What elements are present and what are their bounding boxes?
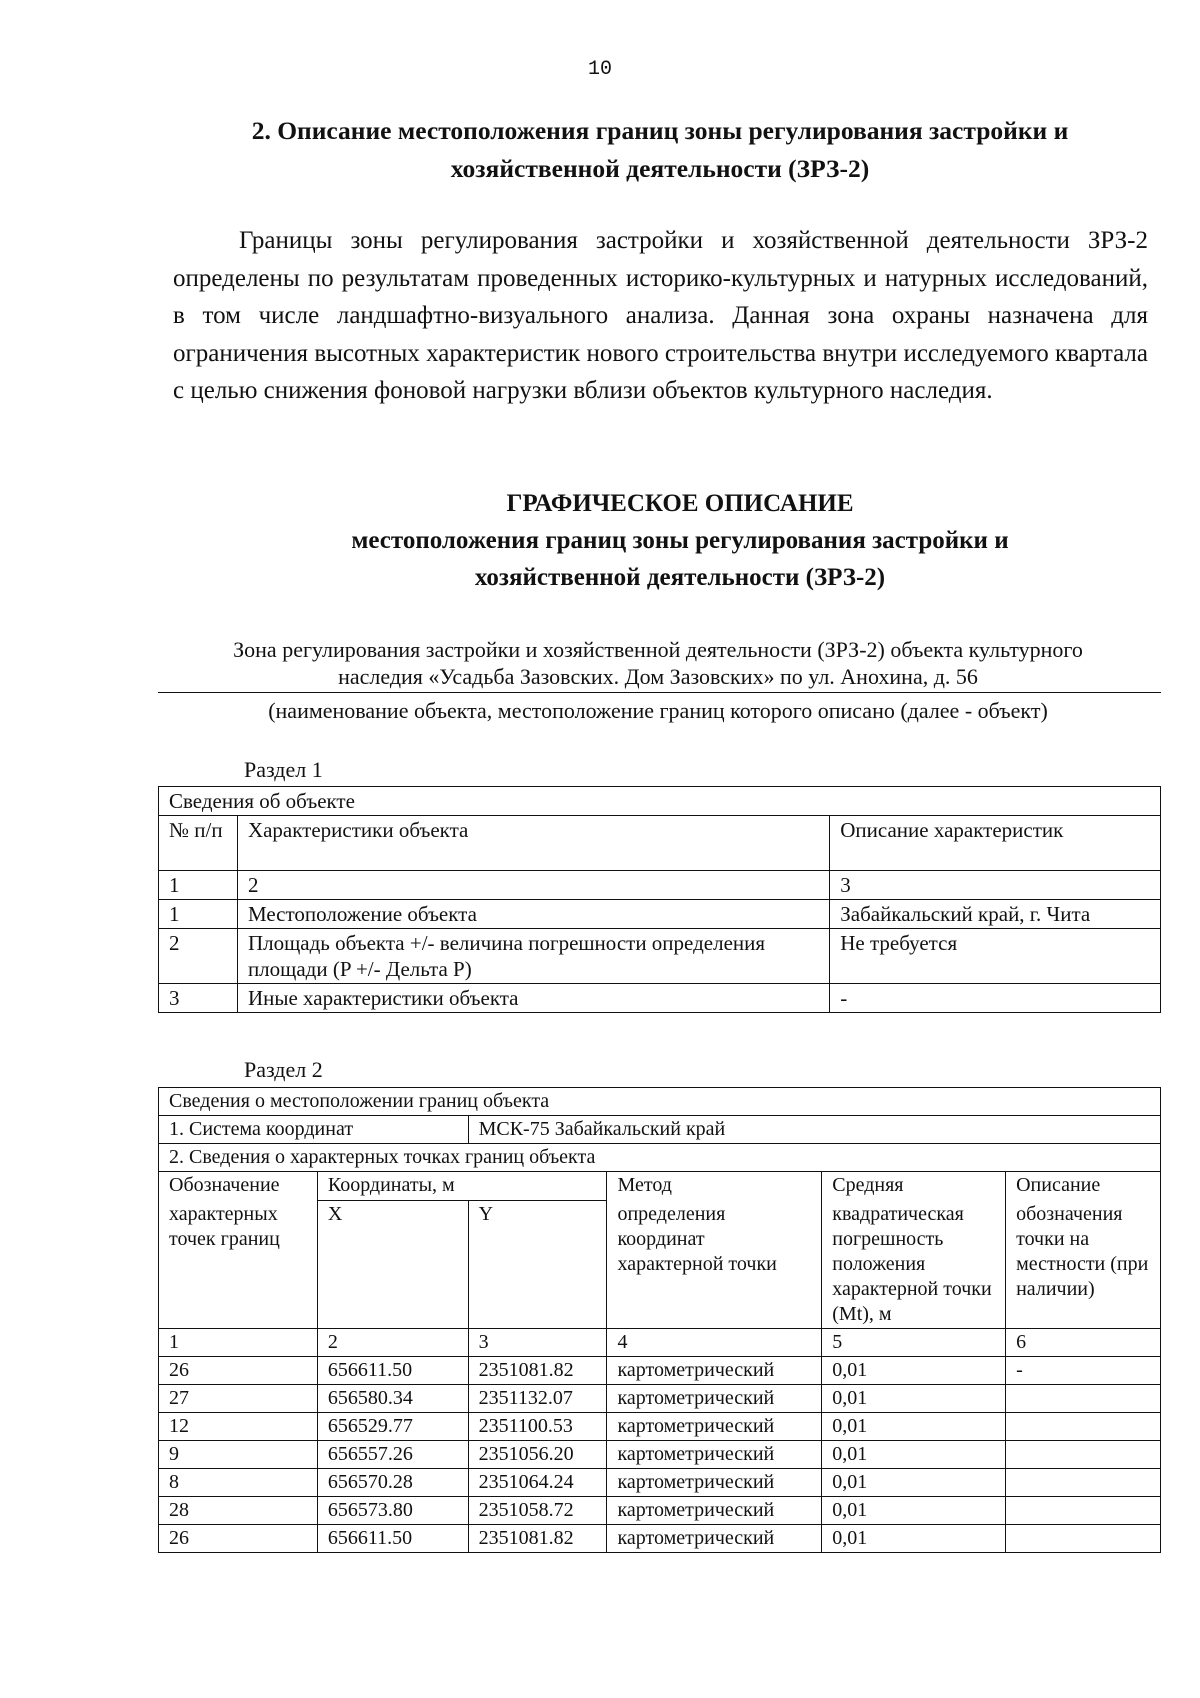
table2-colnum: 4: [607, 1329, 822, 1357]
point-cell: [1006, 1525, 1161, 1553]
table2-title-row: [159, 1088, 1161, 1116]
graphic-heading: [160, 485, 1200, 596]
header-method: [607, 1172, 822, 1329]
header-desc-2: обозначения точки на местности (при наличии): [1016, 1203, 1149, 1300]
header-coords: Координаты, м: [317, 1172, 607, 1201]
point-cell: -: [1006, 1357, 1161, 1385]
table1-colnum: 2: [237, 871, 829, 900]
table-row: [159, 984, 1161, 1013]
point-cell: [1006, 1385, 1161, 1413]
point-cell: 0,01: [822, 1413, 1006, 1441]
point-cell: 8: [159, 1469, 318, 1497]
table1-colnum: 1: [159, 871, 238, 900]
point-cell: 656557.26: [317, 1441, 468, 1469]
table1-cell: 1: [159, 900, 238, 929]
point-cell: 656529.77: [317, 1413, 468, 1441]
point-cell: 12: [159, 1413, 318, 1441]
table1-header-row: [159, 816, 1161, 871]
table2-colnum-row: [159, 1329, 1161, 1357]
page-number: 10: [587, 58, 612, 81]
point-cell: 2351132.07: [468, 1385, 607, 1413]
point-cell: 9: [159, 1441, 318, 1469]
header-x: X: [317, 1201, 468, 1329]
table2-header-row: [159, 1172, 1161, 1201]
header-y: Y: [468, 1201, 607, 1329]
table1-colnum: 3: [830, 871, 1161, 900]
point-cell: 2351064.24: [468, 1469, 607, 1497]
point-cell: 0,01: [822, 1357, 1006, 1385]
point-cell: [1006, 1497, 1161, 1525]
point-cell: 656611.50: [317, 1357, 468, 1385]
table-row: [159, 1385, 1161, 1413]
object-info-table: [158, 786, 1161, 1013]
graphic-heading-line2: местоположения границ зоны регулирования застройки и: [351, 527, 1009, 554]
point-cell: [1006, 1413, 1161, 1441]
coord-system-row: [159, 1116, 1161, 1144]
boundary-points-table: [158, 1087, 1161, 1553]
point-cell: 2351081.82: [468, 1525, 607, 1553]
object-name: [158, 636, 1158, 690]
point-cell: 656570.28: [317, 1469, 468, 1497]
table1-header-description: Описание характеристик: [830, 816, 1161, 871]
header-desc-1: Описание: [1016, 1174, 1101, 1196]
point-cell: 26: [159, 1525, 318, 1553]
table1-cell: Иные характеристики объекта: [237, 984, 829, 1013]
table2-colnum: 5: [822, 1329, 1006, 1357]
intro-paragraph: [173, 222, 1148, 410]
table2-colnum: 1: [159, 1329, 318, 1357]
section-heading-line2: хозяйственной деятельности (ЗРЗ-2): [450, 154, 870, 183]
point-cell: [1006, 1441, 1161, 1469]
table1-title-row: [159, 787, 1161, 816]
point-cell: картометрический: [607, 1385, 822, 1413]
point-cell: 656611.50: [317, 1525, 468, 1553]
point-cell: картометрический: [607, 1357, 822, 1385]
point-cell: картометрический: [607, 1469, 822, 1497]
table1-cell: Не требуется: [830, 929, 1161, 984]
point-cell: 2351058.72: [468, 1497, 607, 1525]
header-error-1: Средняя: [832, 1174, 904, 1196]
table-row: [159, 1497, 1161, 1525]
point-cell: 2351056.20: [468, 1441, 607, 1469]
table1-cell: -: [830, 984, 1161, 1013]
table-row: [159, 1469, 1161, 1497]
header-method-2: определения координат характерной точки: [617, 1203, 777, 1275]
point-cell: 0,01: [822, 1441, 1006, 1469]
table2-colnum: 2: [317, 1329, 468, 1357]
table1-header-number: № п/п: [159, 816, 238, 871]
point-cell: 0,01: [822, 1469, 1006, 1497]
graphic-heading-line1: ГРАФИЧЕСКОЕ ОПИСАНИЕ: [506, 490, 854, 517]
table-row: [159, 1413, 1161, 1441]
point-cell: [1006, 1469, 1161, 1497]
point-cell: картометрический: [607, 1413, 822, 1441]
header-description: [1006, 1172, 1161, 1329]
table1-header-characteristic: Характеристики объекта: [237, 816, 829, 871]
graphic-heading-line3: хозяйственной деятельности (ЗРЗ-2): [474, 564, 886, 591]
object-caption: (наименование объекта, местоположение границ которого описано (далее - объект): [268, 698, 1048, 723]
table-row: [159, 1357, 1161, 1385]
table-row: [159, 929, 1161, 984]
object-underline: [158, 692, 1161, 693]
section1-label: Раздел 1: [244, 757, 323, 782]
header-designation-2: характерных точек границ: [169, 1203, 280, 1250]
table1-colnum-row: [159, 871, 1161, 900]
table2-colnum: 3: [468, 1329, 607, 1357]
points-title: 2. Сведения о характерных точках границ объекта: [159, 1144, 1161, 1172]
coord-system-value: МСК-75 Забайкальский край: [468, 1116, 1160, 1144]
table1-title: Сведения об объекте: [159, 787, 1161, 816]
table2-title: Сведения о местоположении границ объекта: [159, 1088, 1161, 1116]
coord-system-label: 1. Система координат: [159, 1116, 469, 1144]
point-cell: 27: [159, 1385, 318, 1413]
table1-cell: Площадь объекта +/- величина погрешности определения площади (P +/- Дельта P): [237, 929, 829, 984]
object-name-line2: наследия «Усадьба Зазовских. Дом Зазовских» по ул. Анохина, д. 56: [338, 664, 978, 689]
table-row: [159, 900, 1161, 929]
point-cell: 0,01: [822, 1525, 1006, 1553]
section2-label: Раздел 2: [244, 1057, 323, 1082]
section-heading-line1: 2. Описание местоположения границ зоны регулирования застройки и: [251, 116, 1069, 145]
point-cell: картометрический: [607, 1497, 822, 1525]
points-title-row: [159, 1144, 1161, 1172]
header-designation-1: Обозначение: [169, 1174, 280, 1196]
point-cell: 656573.80: [317, 1497, 468, 1525]
point-cell: 0,01: [822, 1385, 1006, 1413]
section-heading: [160, 112, 1160, 188]
table1-cell: Местоположение объекта: [237, 900, 829, 929]
point-cell: 0,01: [822, 1497, 1006, 1525]
points-body: [159, 1357, 1161, 1553]
table-row: [159, 1525, 1161, 1553]
point-cell: картометрический: [607, 1441, 822, 1469]
intro-text: Границы зоны регулирования застройки и хозяйственной деятельности ЗРЗ-2 определены по результатам проведенных историко-культурных и натурных исследований, в том числе ландшафтно-визуального анализа. Данная зона охраны назначена для ограничения высотных характеристик нового строительства внутри исследуемого квартала с целью снижения фоновой нагрузки вблизи объектов культурного наследия.: [173, 227, 1148, 404]
point-cell: 28: [159, 1497, 318, 1525]
point-cell: 2351100.53: [468, 1413, 607, 1441]
header-designation: [159, 1172, 318, 1329]
table1-cell: 3: [159, 984, 238, 1013]
header-error: [822, 1172, 1006, 1329]
object-name-line1: Зона регулирования застройки и хозяйственной деятельности (ЗРЗ-2) объекта культурного: [233, 637, 1083, 662]
header-error-2: квадратическая погрешность положения характерной точки (Mt), м: [832, 1203, 992, 1325]
table1-cell: Забайкальский край, г. Чита: [830, 900, 1161, 929]
table1-cell: 2: [159, 929, 238, 984]
table-row: [159, 1441, 1161, 1469]
point-cell: картометрический: [607, 1525, 822, 1553]
point-cell: 2351081.82: [468, 1357, 607, 1385]
table2-colnum: 6: [1006, 1329, 1161, 1357]
header-method-1: Метод: [617, 1174, 672, 1196]
point-cell: 26: [159, 1357, 318, 1385]
point-cell: 656580.34: [317, 1385, 468, 1413]
